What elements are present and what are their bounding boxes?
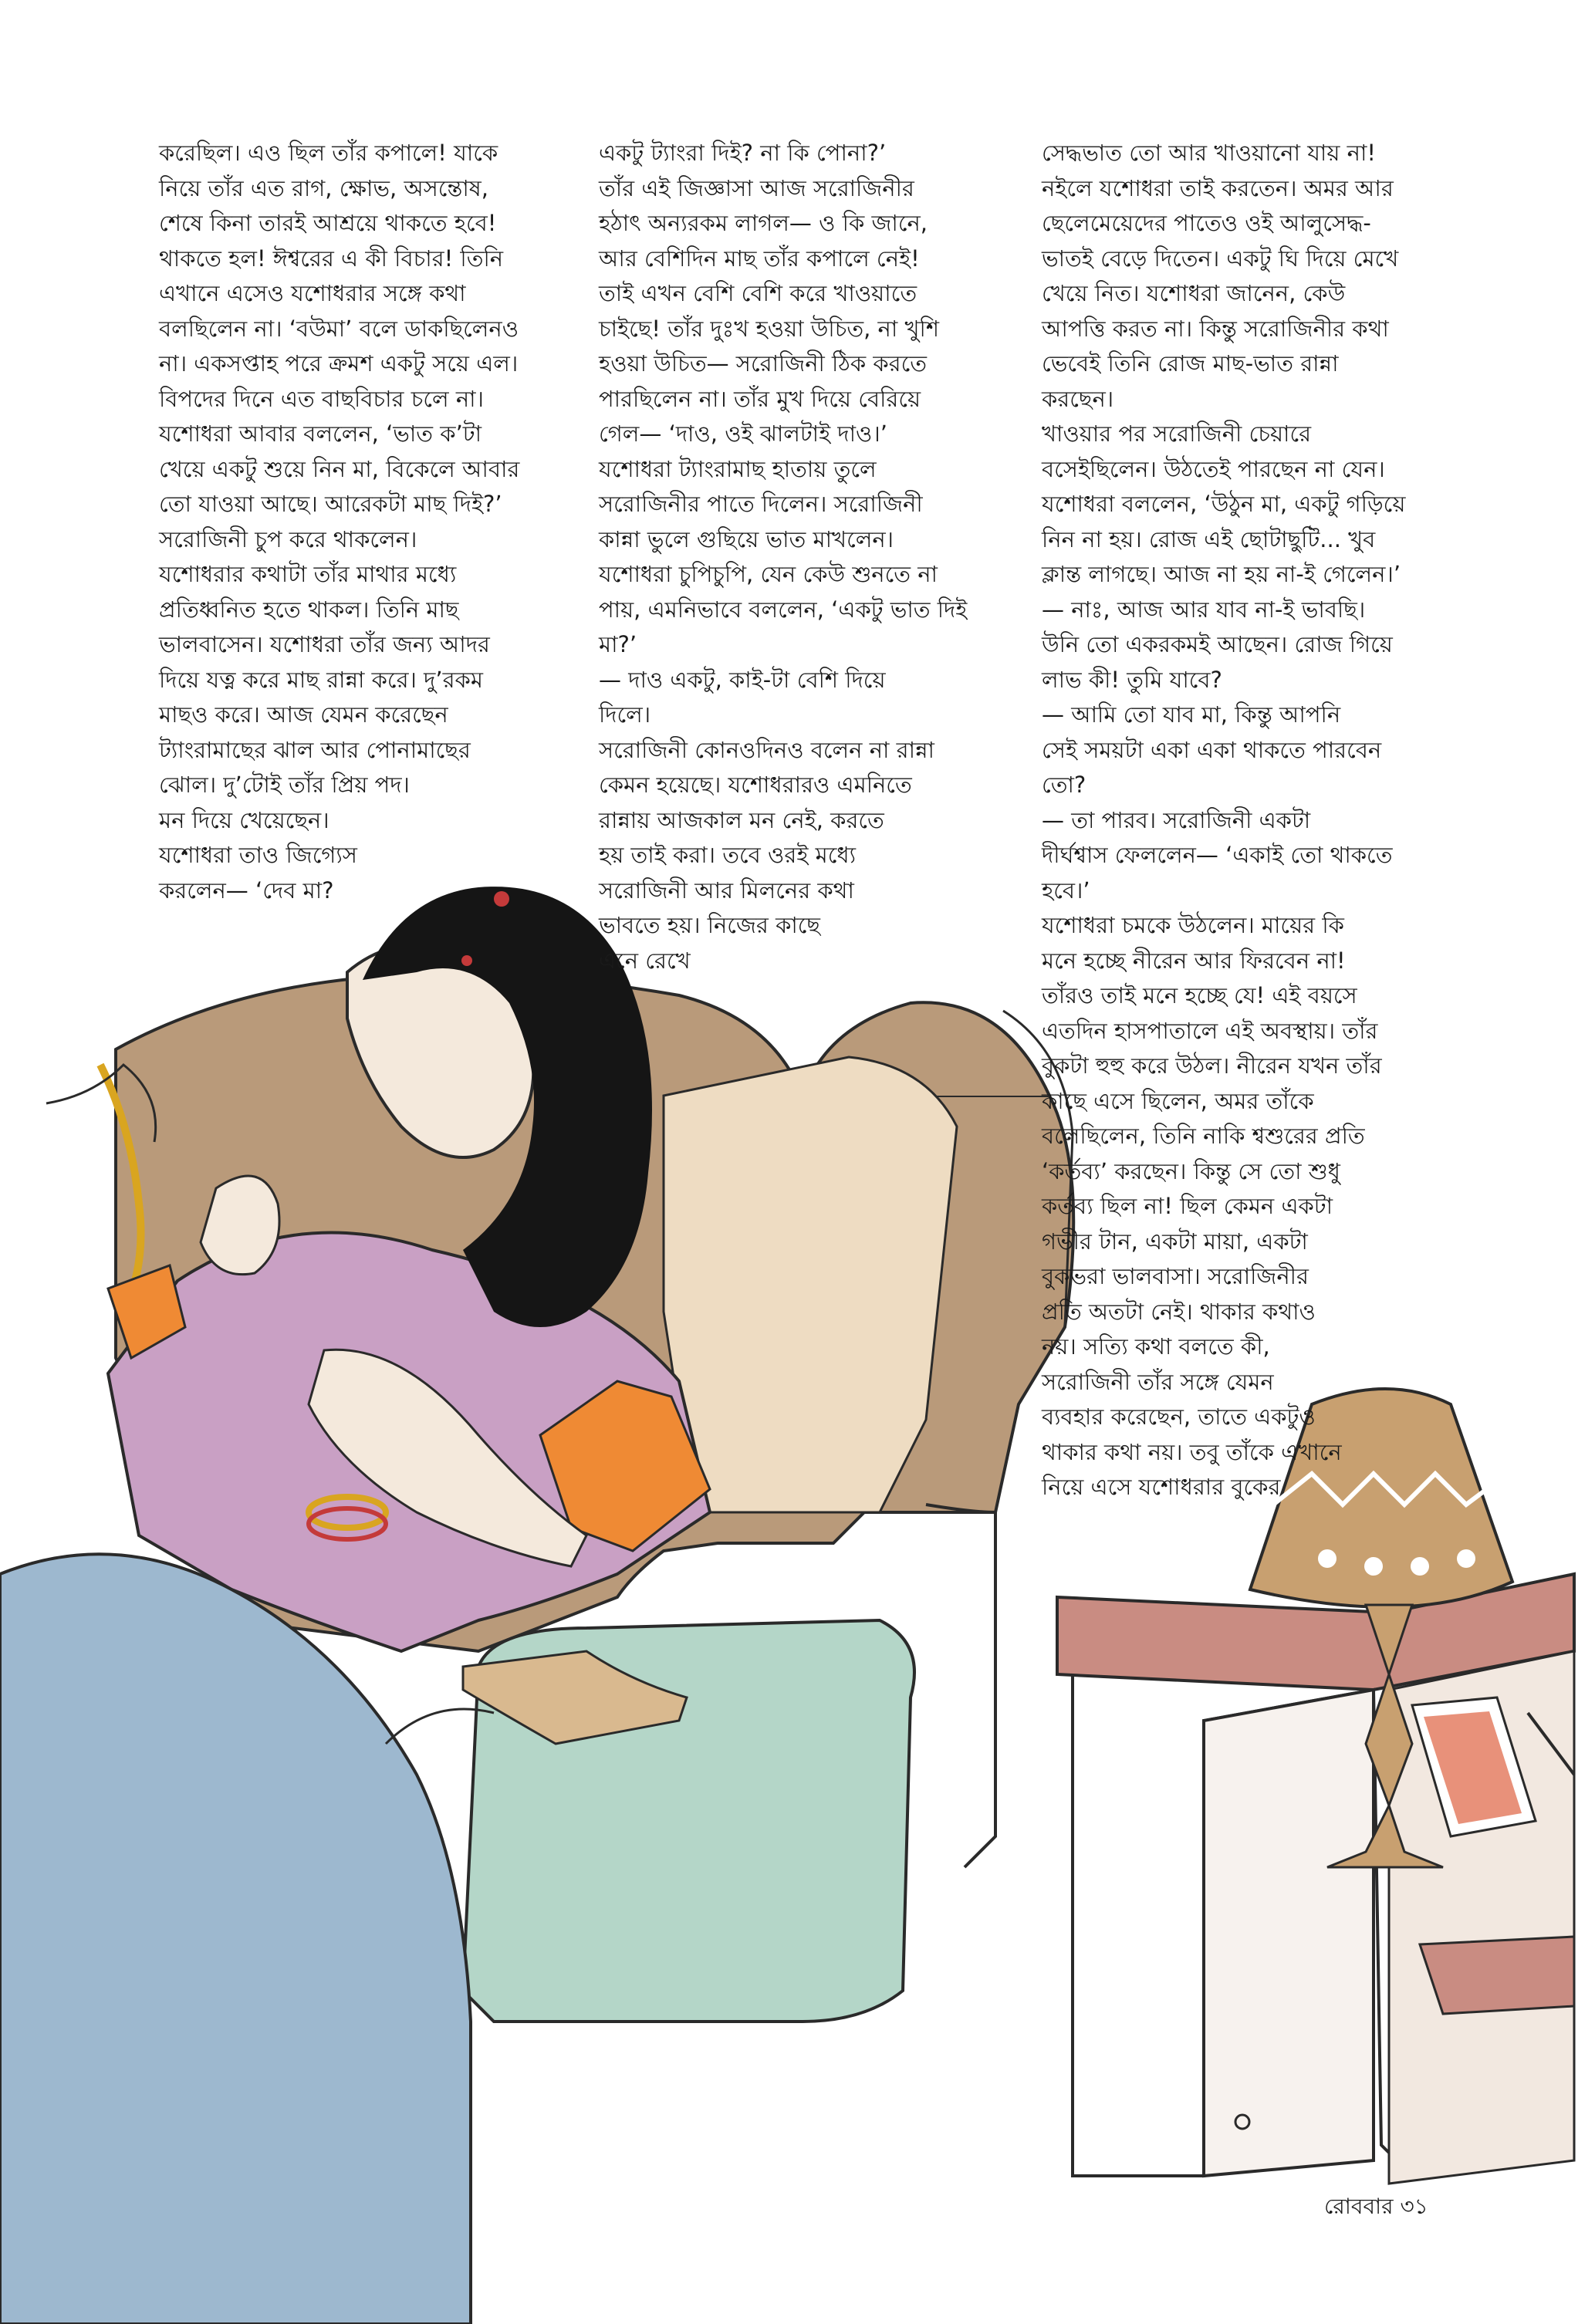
article-line: যশোধরা চমকে উঠলেন। মায়ের কি xyxy=(1042,912,1344,938)
article-line: এখানে এসেও যশোধরার সঙ্গে কথা xyxy=(159,280,466,306)
article-line: হঠাৎ অন্যরকম লাগল— ও কি জানে, xyxy=(599,210,928,236)
article-line: ভেবেই তিনি রোজ মাছ-ভাত রান্না xyxy=(1042,350,1339,377)
article-line: দিয়ে যত্ন করে মাছ রান্না করে। দু’রকম xyxy=(159,666,483,693)
article-line: পারছিলেন না। তাঁর মুখ দিয়ে বেরিয়ে xyxy=(599,385,921,412)
article-line: মনে হচ্ছে নীরেন আর ফিরবেন না! xyxy=(1042,947,1346,974)
article-line: সরোজিনীর পাতে দিলেন। সরোজিনী xyxy=(599,491,923,517)
article-line: মা?’ xyxy=(599,631,637,657)
article-line: কর্তব্য ছিল না! ছিল কেমন একটা xyxy=(1042,1193,1333,1219)
article-line: করলেন— ‘দেব মা? xyxy=(159,877,334,904)
article-line: মাছও করে। আজ যেমন করেছেন xyxy=(159,701,448,728)
article-line: কাছে এসে ছিলেন, অমর তাঁকে xyxy=(1042,1087,1314,1114)
article-line: কান্না ভুলে গুছিয়ে ভাত মাখলেন। xyxy=(599,525,894,552)
article-line: — আমি তো যাব মা, কিন্তু আপনি xyxy=(1042,701,1341,728)
article-line: মন দিয়ে খেয়েছেন। xyxy=(159,806,329,833)
pillow xyxy=(664,1057,957,1512)
article-line: ক্লান্ত লাগছে। আজ না হয় না-ই গেলেন।’ xyxy=(1042,561,1401,587)
article-line: করছেন। xyxy=(1042,385,1114,412)
article-line: তাই এখন বেশি বেশি করে খাওয়াতে xyxy=(599,280,917,306)
article-line: প্রতিধ্বনিত হতে থাকল। তিনি মাছ xyxy=(159,596,459,623)
article-line: যশোধরা তাও জিগ্যেস xyxy=(159,842,357,868)
article-line: সেই সময়টা একা একা থাকতে পারবেন xyxy=(1042,736,1382,763)
article-line: — নাঃ, আজ আর যাব না-ই ভাবছি। xyxy=(1042,596,1366,623)
article-line: নিয়ে তাঁর এত রাগ, ক্ষোভ, অসন্তোষ, xyxy=(159,174,488,201)
article-line: বলছিলেন না। ‘বউমা’ বলে ডাকছিলেনও xyxy=(159,315,519,342)
article-line: হওয়া উচিত— সরোজিনী ঠিক করতে xyxy=(599,350,927,377)
article-line: বুকভরা ভালবাসা। সরোজিনীর xyxy=(1042,1263,1309,1289)
article-line: আপত্তি করত না। কিন্তু সরোজিনীর কথা xyxy=(1042,315,1389,342)
article-line: ট্যাংরামাছের ঝাল আর পোনামাছের xyxy=(159,736,471,763)
article-line: প্রতি অতটা নেই। থাকার কথাও xyxy=(1042,1298,1316,1325)
article-line: আর বেশিদিন মাছ তাঁর কপালে নেই! xyxy=(599,245,920,272)
article-line: একটু ট্যাংরা দিই? না কি পোনা?’ xyxy=(599,140,887,166)
article-line: খেয়ে নিত। যশোধরা জানেন, কেউ xyxy=(1042,280,1346,306)
article-line: থাকতে হল! ঈশ্বরের এ কী বিচার! তিনি xyxy=(159,245,504,272)
article-line: — দাও একটু, কাই-টা বেশি দিয়ে xyxy=(599,666,886,693)
article-line: হবে।’ xyxy=(1042,877,1090,904)
article-line: সরোজিনী আর মিলনের কথা xyxy=(599,877,854,904)
article-line: উনি তো একরকমই আছেন। রোজ গিয়ে xyxy=(1042,631,1393,657)
article-line: — তা পারব। সরোজিনী একটা xyxy=(1042,806,1311,833)
article-line: লাভ কী! তুমি যাবে? xyxy=(1042,666,1222,693)
article-line: কেমন হয়েছে। যশোধরারও এমনিতে xyxy=(599,772,912,798)
article-line: সরোজিনী চুপ করে থাকলেন। xyxy=(159,525,417,552)
article-line: তো? xyxy=(1042,772,1086,798)
blanket xyxy=(0,1554,471,2324)
article-line: যশোধরা আবার বললেন, ‘ভাত ক’টা xyxy=(159,421,482,447)
article-line: খাওয়ার পর সরোজিনী চেয়ারে xyxy=(1042,421,1312,447)
article-line: শেষে কিনা তারই আশ্রয়ে থাকতে হবে! xyxy=(159,210,497,236)
article-line: যশোধরা চুপিচুপি, যেন কেউ শুনতে না xyxy=(599,561,938,587)
page-folio: রোববার ৩১ xyxy=(1324,2194,1428,2219)
article-line: বুকটা হুহু করে উঠল। নীরেন যখন তাঁর xyxy=(1042,1052,1382,1079)
article-line: ‘কর্তব্য’ করছেন। কিন্তু সে তো শুধু xyxy=(1042,1157,1340,1184)
article-line: পায়, এমনিভাবে বললেন, ‘একটু ভাত দিই xyxy=(599,596,968,623)
article-line: ভালবাসেন। যশোধরা তাঁর জন্য আদর xyxy=(159,631,490,657)
article-line: তাঁরও তাই মনে হচ্ছে যে! এই বয়সে xyxy=(1042,982,1357,1008)
article-line: দীর্ঘশ্বাস ফেললেন— ‘একাই তো থাকতে xyxy=(1042,842,1393,868)
article-line: ভাবতে হয়। নিজের কাছে xyxy=(599,912,820,938)
article-line: এতদিন হাসপাতালে এই অবস্থায়। তাঁর xyxy=(1042,1017,1378,1044)
article-line: রান্নায় আজকাল মন নেই, করতে xyxy=(599,806,884,833)
article-line: না। একসপ্তাহ পরে ক্রমশ একটু সয়ে এল। xyxy=(159,350,519,377)
article-line: নিন না হয়। রোজ এই ছোটাছুটি... খুব xyxy=(1042,525,1376,552)
article-line: সেদ্ধভাত তো আর খাওয়ানো যায় না! xyxy=(1042,140,1376,166)
article-line: তো যাওয়া আছে। আরেকটা মাছ দিই?’ xyxy=(159,491,502,517)
article-line: থাকার কথা নয়। তবু তাঁকে এখানে xyxy=(1042,1438,1342,1465)
article-line: চাইছে! তাঁর দুঃখ হওয়া উচিত, না খুশি xyxy=(599,315,939,342)
article-line: যশোধরা বললেন, ‘উঠুন মা, একটু গড়িয়ে xyxy=(1042,491,1406,517)
article-line: গভীর টান, একটা মায়া, একটা xyxy=(1042,1228,1308,1255)
article-column-2 xyxy=(599,136,967,978)
article-line: নিয়ে এসে যশোধরার বুকের xyxy=(1042,1474,1281,1500)
article-line: ছেলেমেয়েদের পাতেও ওই আলুসেদ্ধ- xyxy=(1042,210,1371,236)
article-line: বসেইছিলেন। উঠতেই পারছেন না যেন। xyxy=(1042,455,1385,482)
article-line: গেল— ‘দাও, ওই ঝালটাই দাও।’ xyxy=(599,421,887,447)
article-line: করেছিল। এও ছিল তাঁর কপালে! যাকে xyxy=(159,140,498,166)
article-line: বিপদের দিনে এত বাছবিচার চলে না। xyxy=(159,385,484,412)
article-line: খেয়ে একটু শুয়ে নিন মা, বিকেলে আবার xyxy=(159,455,520,482)
article-line: সরোজিনী কোনওদিনও বলেন না রান্না xyxy=(599,736,934,763)
article-line: তাঁর এই জিজ্ঞাসা আজ সরোজিনীর xyxy=(599,174,914,201)
article-column-3 xyxy=(1042,136,1405,1505)
article-line: হয় তাই করা। তবে ওরই মধ্যে xyxy=(599,842,857,868)
article-line: যশোধরা ট্যাংরামাছ হাতায় তুলে xyxy=(599,455,877,482)
article-line: নইলে যশোধরা তাই করতেন। অমর আর xyxy=(1042,174,1394,201)
article-line: বলেছিলেন, তিনি নাকি শ্বশুরের প্রতি xyxy=(1042,1123,1365,1149)
article-line: এনে রেখে xyxy=(599,947,691,974)
article-line: যশোধরার কথাটা তাঁর মাথার মধ্যে xyxy=(159,561,457,587)
article-line: ভাতই বেড়ে দিতেন। একটু ঘি দিয়ে মেখে xyxy=(1042,245,1399,272)
article-line: নয়। সত্যি কথা বলতে কী, xyxy=(1042,1333,1270,1360)
article-line: ব্যবহার করেছেন, তাতে একটুও xyxy=(1042,1404,1316,1430)
article-line: সরোজিনী তাঁর সঙ্গে যেমন xyxy=(1042,1368,1274,1395)
article-line: দিলে। xyxy=(599,701,651,728)
article-column-1 xyxy=(159,136,519,908)
article-line: ঝোল। দু’টোই তাঁর প্রিয় পদ। xyxy=(159,772,410,798)
